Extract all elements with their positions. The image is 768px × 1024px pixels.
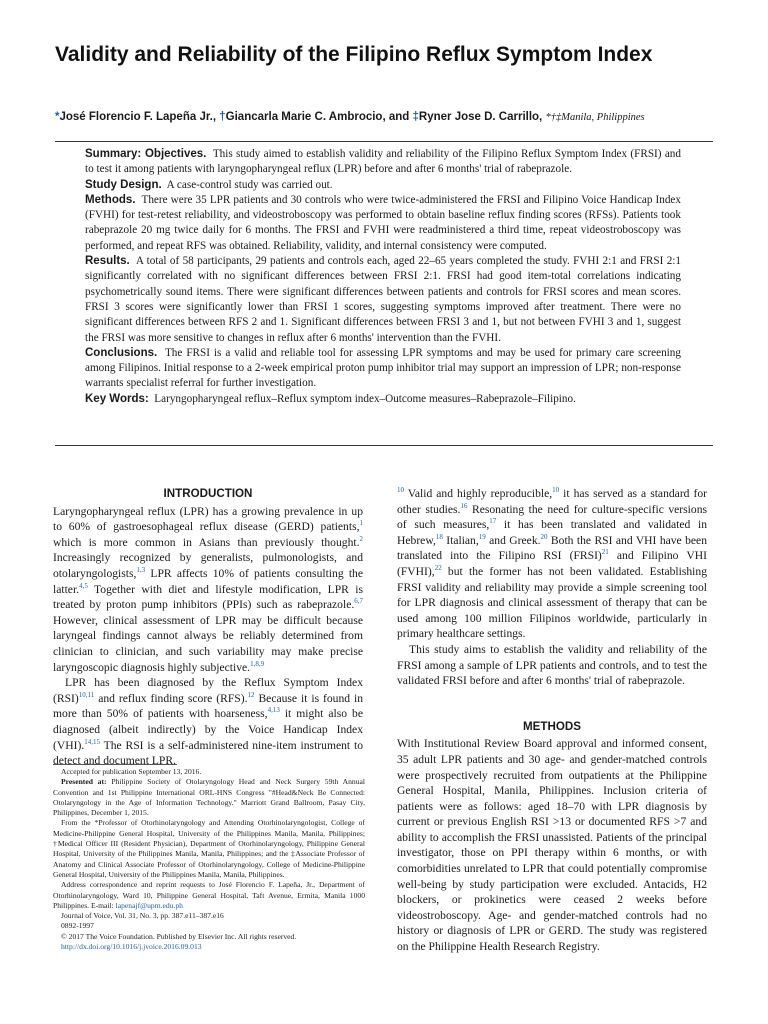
abstract-objectives (85, 147, 681, 178)
intro-paragraph-3: This study aims to establish the validity and reliability of the FRSI among a sample of LPR patients and controls, and to test the validated FRSI before and after 6 months' trial of rabeprazole. (397, 642, 707, 688)
author-name: Giancarla Marie C. Ambrocio, and (225, 111, 413, 123)
footnote-divider (53, 764, 177, 765)
footnote-presented (53, 777, 365, 818)
text-run: Because it is found in more than 50% of patients with hoarseness, (53, 691, 363, 721)
text-run: LPR affects 10% of patients consulting the latter. (53, 566, 363, 596)
doi-link[interactable]: http://dx.doi.org/10.1016/j.jvoice.2016.09.013 (61, 942, 202, 952)
text-run: it has served as a standard for other studies. (397, 487, 707, 516)
text-run: Italian, (442, 533, 479, 547)
citation-link[interactable]: 19 (478, 532, 486, 541)
text-run: Resonating the need for culture-specific versions of such measures, (397, 502, 708, 532)
footnote-label: Presented at: (61, 777, 107, 787)
left-column (53, 486, 363, 769)
intro-paragraph-2b (397, 486, 707, 642)
footnotes (53, 767, 365, 952)
citation-link[interactable]: 21 (601, 548, 609, 557)
footnote-text: Philippine Society of Otolaryngology Head and Neck Surgery 59th Annual Convention and 1st Philippine International ORL-HNS Congress "#Head&Neck Be Connected: Otolaryngology in the Age of Information Technology." Marriott Grand Ballroom, Pasay City, Philippines, December 1, 2015. (53, 777, 365, 818)
right-column (397, 486, 707, 955)
footnote-address (53, 880, 365, 911)
text-run: and Filipino VHI (FVHI), (397, 549, 707, 578)
citation-link[interactable]: 1,8,9 (250, 659, 265, 668)
author-mark: ‡ (412, 111, 419, 123)
text-run: Increasingly recognized by generalists, pulmonologists, and otolaryngologists, (53, 551, 363, 580)
citation-link[interactable]: 1,3 (136, 566, 146, 575)
author-mark: † (219, 111, 226, 123)
abstract-text: This study aimed to establish validity and reliability of the Filipino Reflux Symptom Index (FRSI) and to test it among patients with laryngopharyngeal reflux (LPR) before and after 6 months' trial of rabeprazole. (85, 148, 681, 176)
text-run: Together with diet and lifestyle modification, LPR is treated by proton pump inhibitors (PPIs) such as rabeprazole. (53, 582, 363, 612)
citation-link[interactable]: 10 (552, 486, 560, 495)
footnote-text: Address correspondence and reprint requests to José Florencio F. Lapeña, Jr., Department of Otorhinolaryngology, Ward 10, Philippine General Hospital, Taft Avenue, Ermita, Manila 1000 Philippines. E-mail: (53, 880, 365, 910)
citation-link[interactable]: 18 (435, 532, 443, 541)
affiliation-mark: *†‡ (545, 112, 562, 123)
citation-link[interactable]: 20 (540, 532, 548, 541)
citation-link[interactable]: 22 (434, 564, 442, 573)
abstract-text: A total of 58 participants, 29 patients and controls each, aged 22–65 years completed the study. FVHI 2:1 and FRSI 2:1 significantly correlated with no significant differences between FRSI 2:1. FRSI had good item-total correlations indicating psychometrically sound items. There were significant differences between patients and controls for FRSI scores and mean scores. FRSI 3 scores were significantly lower than FRSI 1 scores, suggesting symptoms improved after treatment. There were no significant differences between RFS 2 and 1. Significant differences between FRSI 3 and 1, but not between FVHI 3 and 1, suggest the FRSI was more sensitive to changes in reflux after 6 months' intervention than the FVHI. (85, 255, 681, 344)
abstract-text: There were 35 LPR patients and 30 controls who were twice-administered the FRSI and Filipino Voice Handicap Index (FVHI) for test-retest reliability, and videostroboscopy was performed to obtain baseline reflux finding scores (RFSs). Patients took rabeprazole 20 mg twice daily for 6 months. The FRSI and FVHI were readministered a third time, repeat videostroboscopy was performed, and repeat RFS was obtained. Reliability, validity, and internal consistency were computed. (85, 193, 681, 252)
section-heading-introduction: INTRODUCTION (163, 487, 253, 500)
text-run: Valid and highly reproducible, (404, 487, 553, 500)
methods-paragraph: With Institutional Review Board approval and informed consent, 35 adult LPR patients and 30 age- and gender-matched controls were prospectively recruited from outpatients at the Philippine General Hospital, Manila, Philippines. Inclusion criteria of patients were as follows: aged 18–70 with LPR diagnosis by current or previous English RSI >13 or documented RFS >7 and ability to accomplish the FRSI unassisted. Patients of the principal investigator, those on PPI therapy within 6 months, or with comorbidities unrelated to LPR that could potentially compromise well-being by study participation were excluded. Antacids, H2 blockers, or prokinetics were ceased 2 weeks before videostroboscopy. Age- and gender-matched controls had no history or diagnosis of LPR or GERD. The study was registered on the Philippine Health Research Registry. (397, 737, 707, 954)
abstract-label: Conclusions. (85, 346, 158, 359)
abstract-text: Laryngopharyngeal reflux–Reflux symptom index–Outcome measures–Rabeprazole–Filipino. (154, 392, 576, 405)
intro-paragraph-1 (53, 504, 363, 676)
citation-link[interactable]: 10,11 (78, 690, 95, 699)
citation-link[interactable]: 4,5 (79, 581, 88, 590)
abstract-text: A case-control study was carried out. (166, 178, 333, 191)
abstract (85, 147, 681, 407)
footnote-issn: 0892-1997 (61, 921, 94, 931)
divider (55, 445, 713, 446)
abstract-methods (85, 193, 681, 254)
abstract-label: Results. (85, 255, 130, 268)
section-heading-methods: METHODS (523, 719, 581, 733)
citation-link[interactable]: 17 (489, 517, 497, 526)
citation-link[interactable]: 12 (247, 690, 255, 699)
footnote-affiliations: From the *Professor of Otorhinolaryngology and Attending Otorhinolaryngologist, College of Medicine-Philippine General Hospital, University of the Philippines Manila, Manila, Philippines; †Medical Officer III (Resident Physician), Department of Otorhinolaryngology, Philippine General Hospital, University of the Philippines Manila, Manila, Philippines; and the ‡Associate Professor of Anatomy and Clinical Associate Professor of Otorhinolaryngology, College of Medicine-Philippine General Hospital, University of the Philippines Manila, Manila, Philippines. (53, 818, 365, 879)
text-run: Laryngopharyngeal reflux (LPR) has a growing prevalence in up to 60% of gastroesophageal reflux disease (GERD) patients, (53, 504, 363, 534)
text-run: The RSI is a self-administered nine-item instrument to detect and document LPR. (53, 738, 363, 768)
author-mark: * (55, 111, 60, 123)
email-link[interactable]: lapenajf@upm.edu.ph (115, 900, 183, 910)
text-run: and reflux finding score (RFS). (94, 691, 248, 705)
text-run: but the former has not been validated. Establishing FRSI validity and reliability may provide a simple screening tool for LPR diagnosis and clinical assessment of therapy that can be used among 100 million Filipinos worldwide, particularly in primary healthcare settings. (397, 564, 707, 641)
article-title: Validity and Reliability of the Filipino Reflux Symptom Index (55, 43, 653, 66)
abstract-keywords (85, 392, 681, 407)
author-name: José Florencio F. Lapeña Jr., (59, 111, 220, 123)
text-run: it might also be diagnosed (albeit indirectly) by the Voice Handicap Index (VHI). (53, 707, 363, 752)
text-run: Both the RSI and VHI have been translated into the Filipino RSI (FRSI) (397, 533, 707, 563)
text-run: However, clinical assessment of LPR may be difficult because laryngeal findings cannot always be reliably determined from clinician to clinician, and such variability may make precise laryngoscopic diagnosis highly subjective. (53, 613, 363, 674)
intro-paragraph-2a (53, 675, 363, 769)
citation-link[interactable]: 2 (359, 534, 363, 543)
footnote-journal: Journal of Voice, Vol. 31, No. 3, pp. 387.e11–387.e16 (61, 911, 224, 921)
abstract-label: Methods. (85, 193, 136, 206)
affiliation: Manila, Philippines (561, 112, 645, 123)
abstract-label: Key Words: (85, 392, 149, 405)
author-name: Ryner Jose D. Carrillo, (418, 111, 546, 123)
text-run: LPR has been diagnosed by the Reflux Symptom Index (RSI) (53, 676, 363, 705)
abstract-text: The FRSI is a valid and reliable tool for assessing LPR symptoms and may be used for primary care screening among Filipinos. Initial response to a 2-week empirical proton pump inhibitor trial may support an impression of LPR; non-response warrants specialist referral for further investigation. (85, 346, 681, 390)
footnote-doi (53, 942, 365, 952)
divider (55, 141, 713, 142)
citation-link[interactable]: 10 (397, 486, 404, 495)
text-run: and Greek. (485, 533, 541, 547)
abstract-label: Study Design. (85, 178, 162, 191)
abstract-design (85, 178, 681, 193)
citation-link[interactable]: 4,13 (267, 706, 280, 715)
citation-link[interactable]: 1 (359, 519, 363, 528)
footnote-accepted: Accepted for publication September 13, 2016. (61, 767, 202, 776)
text-run: which is more common in Asians than previously thought. (53, 535, 360, 549)
text-run: it has been translated and validated in Hebrew, (397, 518, 707, 547)
abstract-conclusions (85, 346, 681, 392)
author-line (55, 111, 715, 123)
abstract-label: Summary: Objectives. (85, 148, 207, 160)
citation-link[interactable]: 16 (460, 501, 468, 510)
citation-link[interactable]: 14,15 (84, 737, 100, 746)
abstract-results (85, 254, 681, 346)
footnote-copyright: © 2017 The Voice Foundation. Published by Elsevier Inc. All rights reserved. (61, 931, 297, 941)
citation-link[interactable]: 6,7 (354, 597, 363, 606)
